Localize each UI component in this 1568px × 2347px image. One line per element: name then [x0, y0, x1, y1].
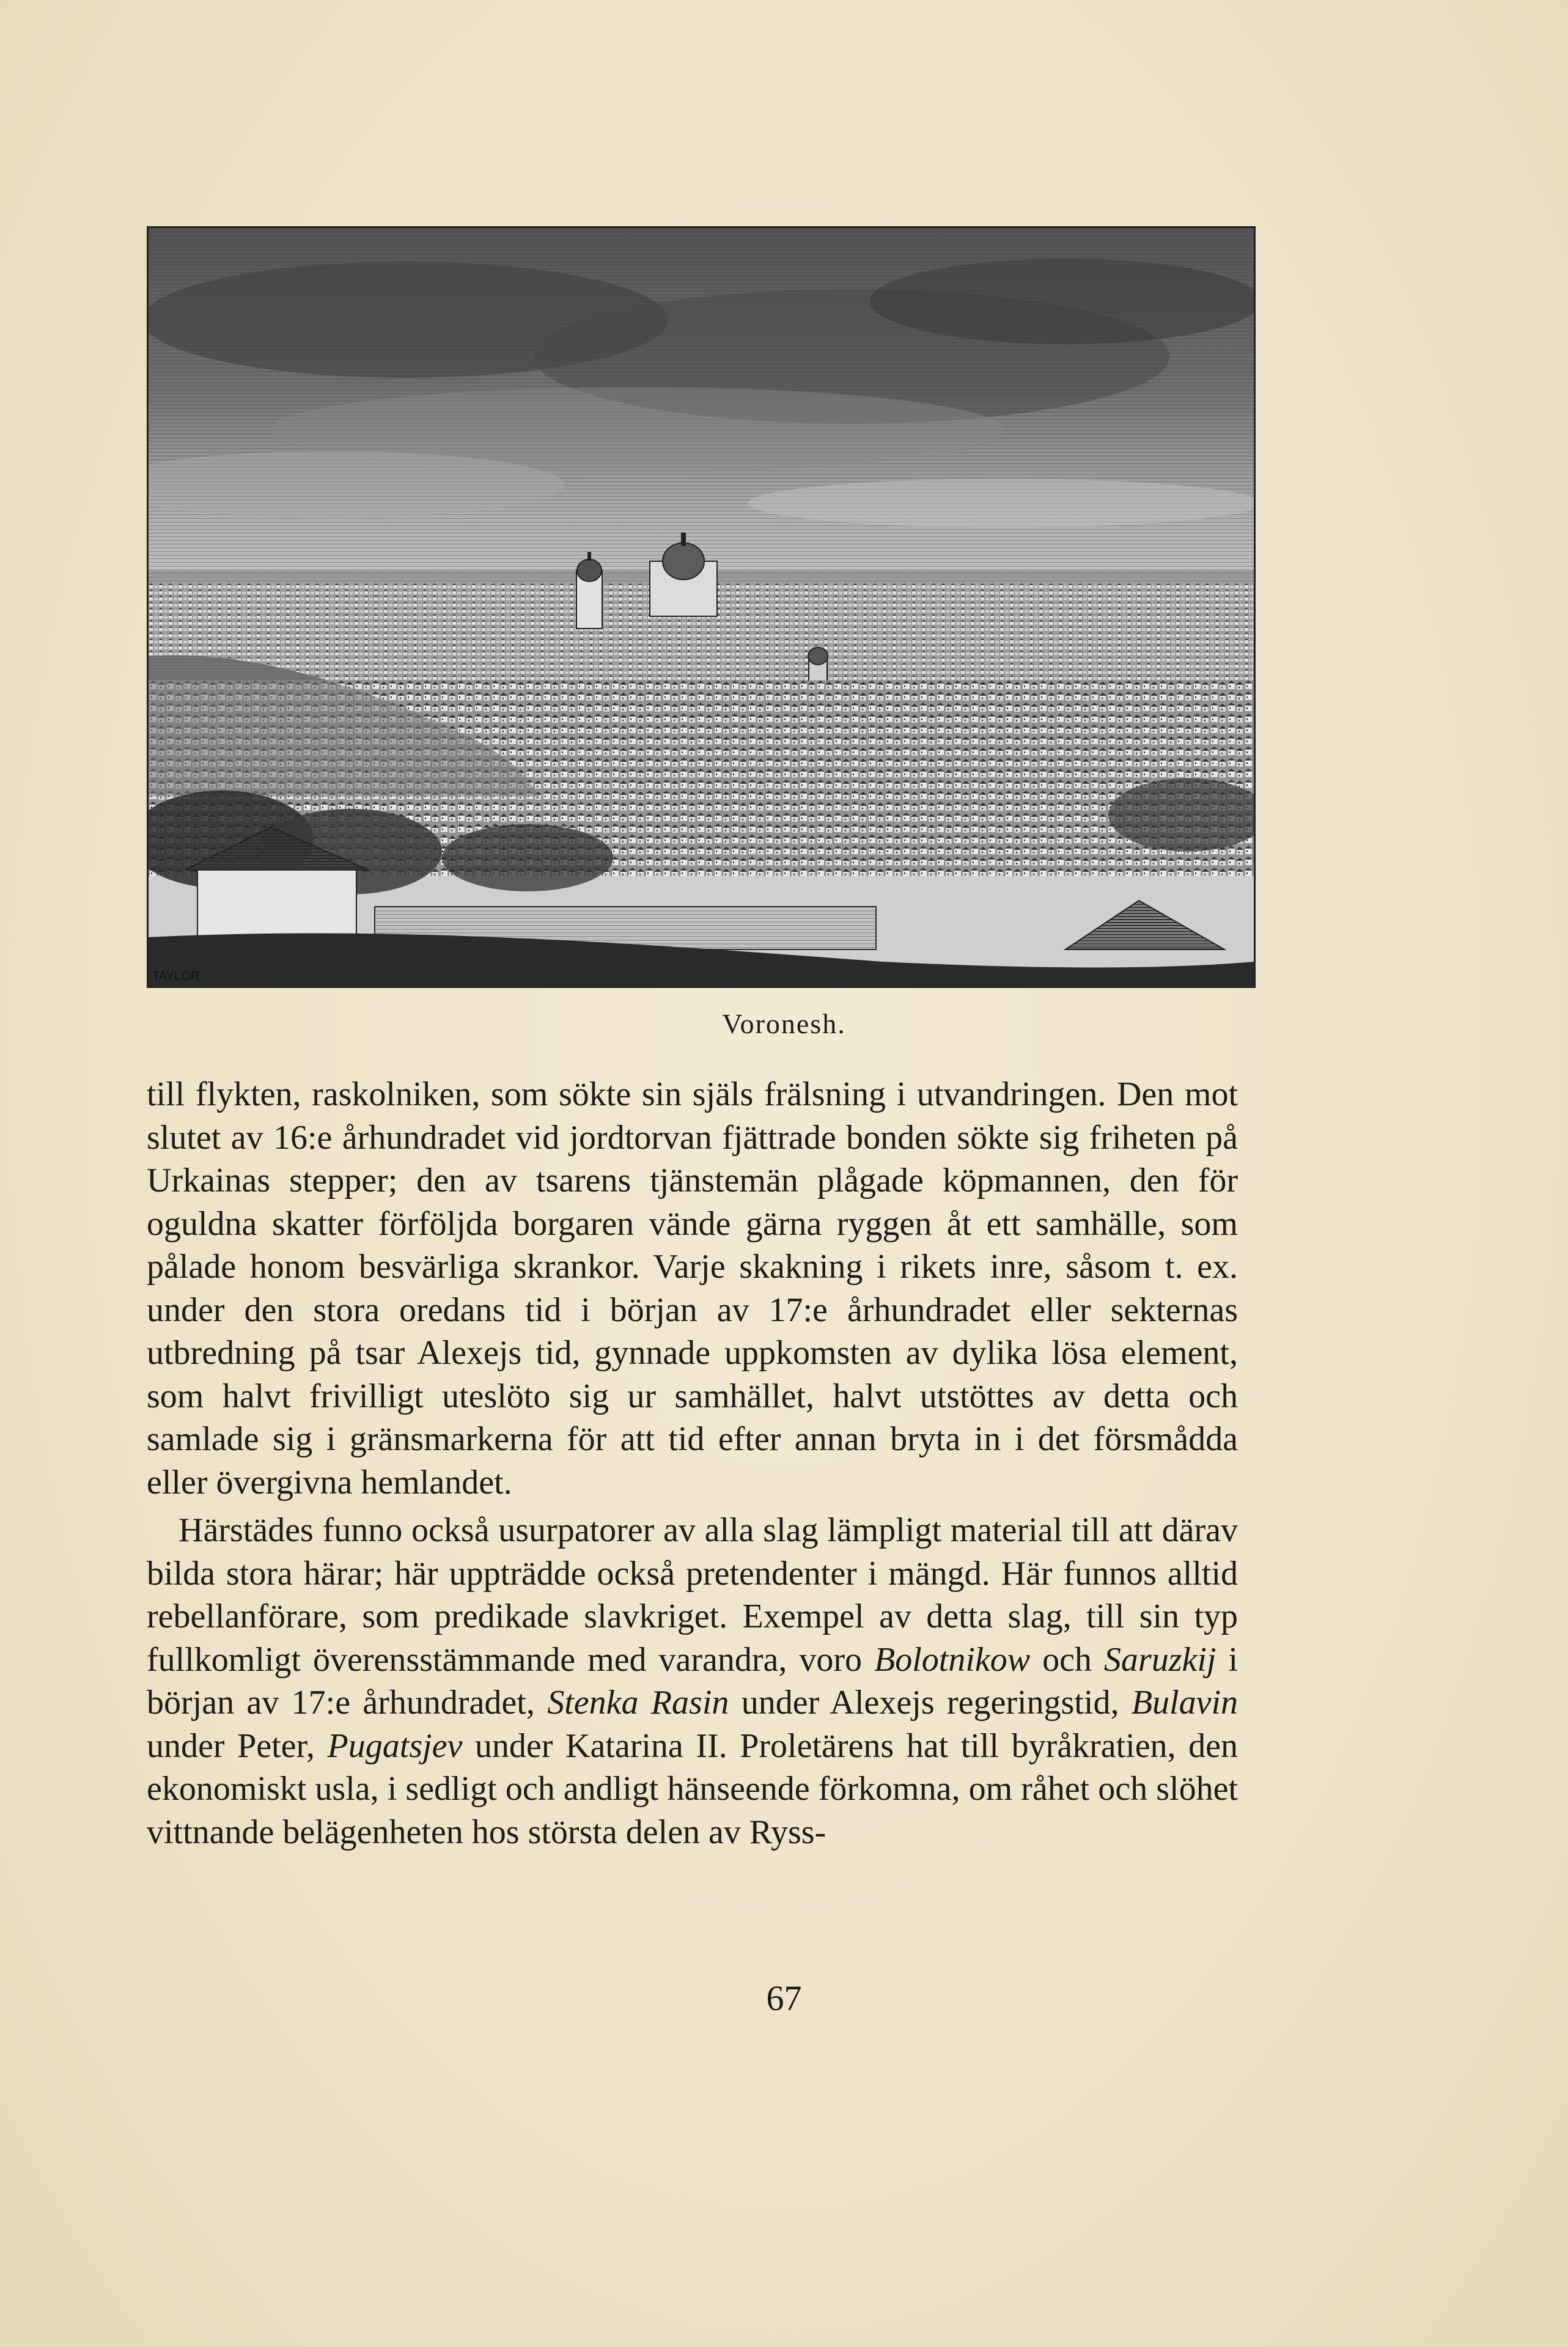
- name-saruzkij: Saruzkij: [1103, 1640, 1216, 1679]
- figure-caption: Voronesh.: [722, 1008, 846, 1039]
- text-span: under Katarina II. Proletärens hat till byråkratien, den ekonomiskt usla, i sedligt och andligt hänseende förkomna, om råhet och slöhet vittnande belägenheten hos största delen av Ryss-: [147, 1726, 1238, 1851]
- text-span: under Alexejs regeringstid,: [729, 1684, 1132, 1722]
- text-span: Härstädes funno också usurpatorer av alla slag lämpligt material till att därav bilda stora härar; här uppträdde också pretendenter i mängd. Här funnos alltid rebellanförare, som predikade slavkriget. Exempel av detta slag, till sin typ fullkomligt överensstämmande med varandra, voro: [147, 1511, 1238, 1679]
- text-span: och: [1030, 1640, 1104, 1679]
- engraver-signature: TAYLOR: [152, 970, 200, 983]
- text-span: i början av 17:e århundradet,: [147, 1640, 1239, 1722]
- name-bulavin: Bulavin: [1131, 1684, 1239, 1722]
- body-text: [147, 1073, 1238, 1854]
- name-bolotnikow: Bolotnikow: [874, 1640, 1031, 1679]
- name-pugatsjev: Pugatsjev: [327, 1726, 463, 1765]
- text-span: till flykten, raskolniken, som sökte sin själs frälsning i utvandringen. Den mot slutet av 16:e århundradet vid jordtorvan fjättrade bonden sökte sig friheten på Urkainas stepper; den av tsarens tjänstemän plågade köpmannen, den för oguldna skatter förföljda borgaren vände gärna ryggen åt ett samhälle, som pålade honom besvärliga skrankor. Varje skakning i rikets inre, såsom t. ex. under den stora oredans tid i början av 17:e århundradet eller sekternas utbredning på tsar Alexejs tid, gynnade uppkomsten av dylika lösa element, som halvt frivilligt uteslöto sig ur samhället, halvt utstöttes av detta och samlade sig i gränsmarkerna för att tid efter annan bryta in i det försmådda eller övergivna hemlandet.: [147, 1075, 1238, 1501]
- text-span: under Peter,: [147, 1726, 328, 1765]
- page-number: 67: [766, 1978, 802, 2018]
- name-stenka-rasin: Stenka Rasin: [547, 1684, 729, 1722]
- paragraph-1: [147, 1073, 1238, 1504]
- paragraph-2: [147, 1509, 1238, 1854]
- voronesh-engraving: [147, 226, 1256, 988]
